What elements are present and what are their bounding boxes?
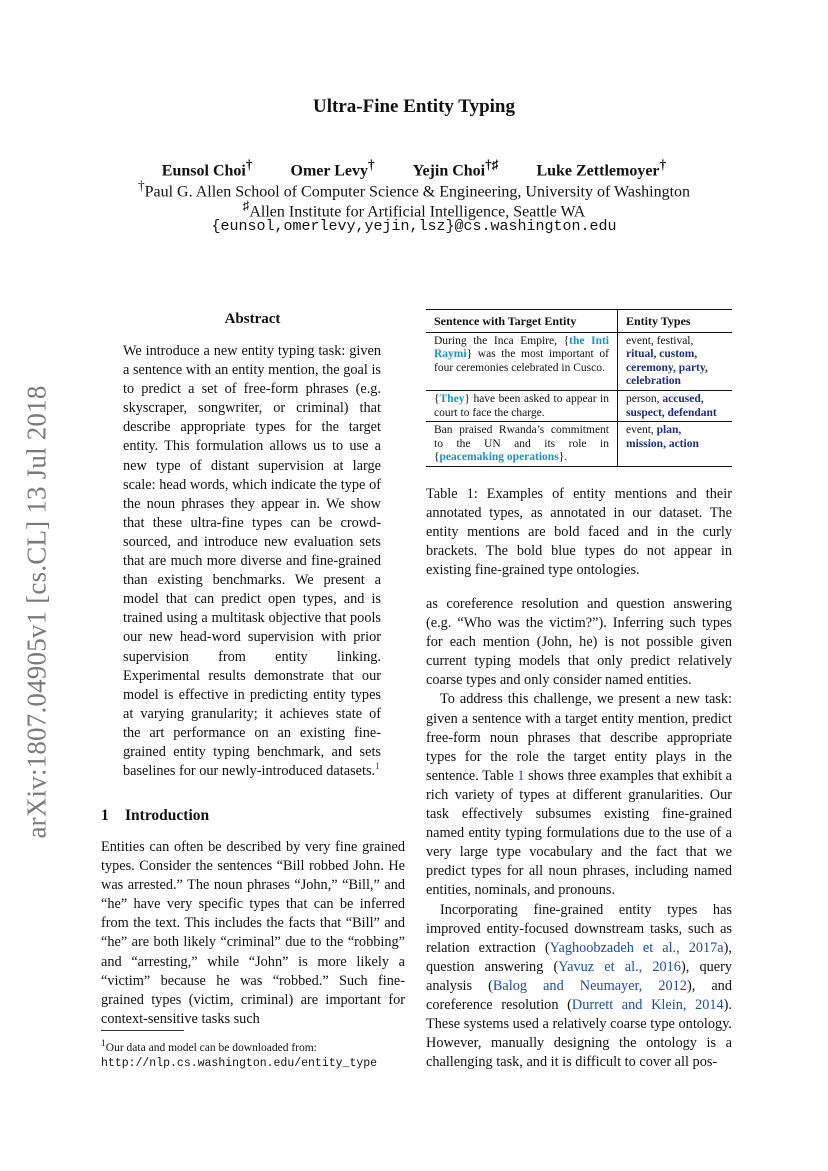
paper-title: Ultra-Fine Entity Typing [313,96,515,117]
paragraph: To address this challenge, we present a new task: given a sentence with a target entity mention, predict free-form noun phrases that describe appropriate types for the role the target entity plays in the sentence. Table 1 shows three examples that exhibit a rich variety of types at different granularities. Our task effectively subsumes existing fine-grained named entity typing formulations due to the use of a very large type vocabulary and the fact that we predict types for all noun phrases, including named entities, nominals, and pronouns. [426,691,733,899]
author: Eunsol Choi† [161,157,253,180]
affiliation: †Paul G. Allen School of Computer Science & Engineering, University of Washington [137,178,691,201]
paragraph: Incorporating fine-grained entity types has improved entity-focused downstream tasks, such as relation extraction (Yaghoobzadeh et al., 2017a), question answering (Yavuz et al., 2016), query analysis (Balog and Neumayer, 2012), and coreference resolution (Durrett and Klein, 2014). These systems used a relatively coarse type ontology. However, manually designing the ontology is a challenging task, and it is difficult to cover all pos- [426,901,733,1071]
new-types: ritual, custom, ceremony, party, celebration [626,348,708,388]
author-emails: {eunsol,omerlevy,yejin,lsz}@cs.washington.edu [211,218,617,235]
abstract-text: We introduce a new entity typing task: given a sentence with an entity mention, the goal is to predict a set of free-form phrases (e.g. skyscraper, songwriter, or criminal) that describe appropriate types for the target entity. This formulation allows us to use a new type of distant supervision at large scale: head words, which indicate the type of the noun phrases they appear in. We show that these ultra-fine types can be crowd-sourced, and introduce new evaluation sets that are much more diverse and fine-grained than existing benchmarks. We present a model that can predict open types, and is trained using a multitask objective that pools our new head-word supervision with prior supervision from entity linking. Experimental results demonstrate that our model is effective in predicting entity types at varying granularity; it achieves state of the art performance on an existing fine-grained entity typing benchmark, and sets baselines for our newly-introduced datasets.$^1$ [123,343,381,780]
types-cell: event, festival, ritual, custom, ceremony, party, celebration [618,332,733,390]
sentence-cell: During the Inca Empire, {the Inti Raymi} was the most important of four ceremonies celebrated in Cusco. [426,332,618,390]
table-row [426,422,732,467]
author: Omer Levy† [290,157,375,180]
types-cell: person, accused, suspect, defendant [618,390,733,421]
affiliation: ♯Allen Institute for Artificial Intelligence, Seattle WA [242,198,586,221]
sentence-cell: {They} have been asked to appear in court to face the charge. [426,390,618,421]
arxiv-side-stamp: arXiv:1807.04905v1 [cs.CL] 13 Jul 2018 [21,385,52,839]
table-row [426,390,732,421]
column-header: Sentence with Target Entity [426,310,618,333]
sentence-cell: Ban praised Rwanda’s commitment to the UN and its role in {peacemaking operations}. [426,422,618,467]
intro-paragraph: Entities can often be described by very fine grained types. Consider the sentences “Bill robbed John. He was arrested.” The noun phrases “John,” “Bill,” and “he” have very specific types that can be inferred from the text. This includes the facts that “Bill” and “he” are both likely “criminal” due to the “robbing” and “arresting,” while “John” is more likely a “victim” because he was “robbed.” Such fine-grained types (victim, criminal) are important for context-sensitive tasks such [101,839,405,1027]
footnote-marker[interactable]: 1 [375,761,380,772]
footnote-url[interactable]: http://nlp.cs.washington.edu/entity_type [101,1056,378,1070]
table-row [426,332,732,390]
author-list [0,157,828,180]
paragraph: as coreference resolution and question answering (e.g. “Who was the victim?”). Inferring such types for each mention (John, he) is not possible given current typing models that only predict relatively coarse types and only consider named entities. [426,596,732,689]
author: Yejin Choi†♯ [412,157,499,180]
table-header-row [426,310,732,333]
new-types: accused, suspect, defendant [626,392,717,419]
citation-link[interactable]: Durrett and Klein, 2014 [571,996,724,1013]
table-reference[interactable]: 1 [517,767,525,784]
entity-mention: the Inti Raymi [434,334,609,361]
examples-table [426,309,732,467]
section-heading: 1 Introduction [101,807,210,824]
footnote-rule [101,1030,184,1031]
citation-link[interactable]: Balog and Neumayer, 2012 [492,977,687,994]
author: Luke Zettlemoyer† [536,157,667,180]
new-types: plan, mission, action [626,424,699,450]
citation-link[interactable]: Yavuz et al., 2016 [558,958,681,975]
abstract-heading: Abstract [224,311,281,327]
entity-mention: They [439,392,465,405]
right-column-text [426,595,732,1072]
entity-mention: peacemaking operations [439,451,559,464]
types-cell: event, plan, mission, action [618,422,733,467]
column-header: Entity Types [618,310,733,333]
table-caption: Table 1: Examples of entity mentions and their annotated types, as annotated in our dataset. The entity mentions are bold faced and in the curly brackets. The bold blue types do not appear in existing fine-grained type ontologies. [426,486,732,579]
citation-link[interactable]: Yaghoobzadeh et al., 2017a [549,939,724,956]
footnote: $^1$Our data and model can be downloaded from: http://nlp.cs.washington.edu/entity_type [101,1038,378,1070]
